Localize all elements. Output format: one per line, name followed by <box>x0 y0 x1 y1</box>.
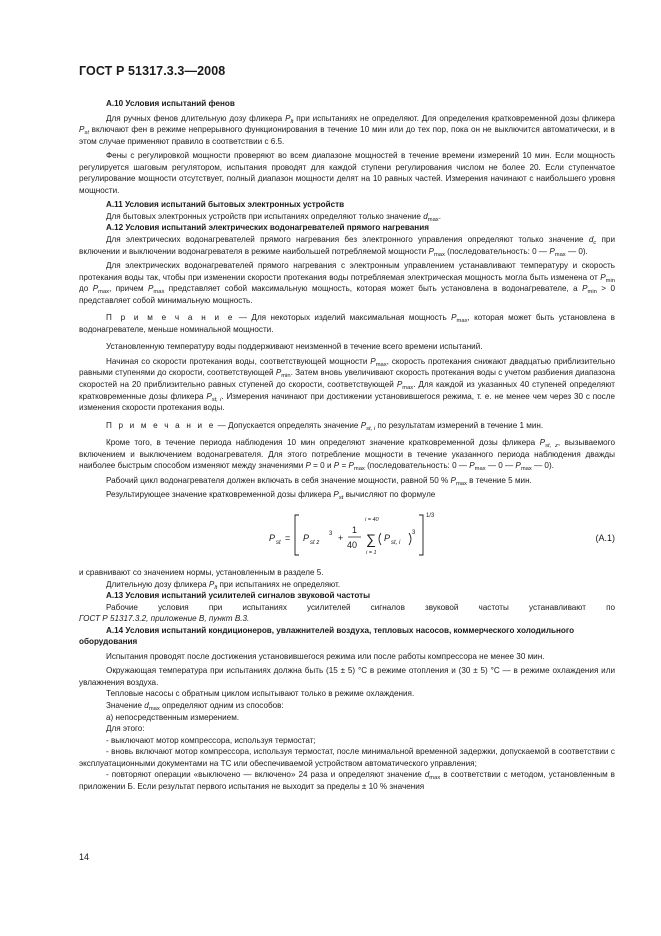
formula-term2-sup: 3 <box>412 529 416 536</box>
section-a14-paragraph-8: - вновь включают мотор компрессора, используя термостат, после минимальной временной задержки, допускаемой в соответствии с эксплуатационными документами на ТС или обеспечиваемой устройством автоматического управления; <box>79 747 615 768</box>
formula-sum-bottom: i = 1 <box>366 549 377 556</box>
section-a14-paragraph-6: Для этого: <box>106 724 145 734</box>
formula-number: (А.1) <box>595 532 615 543</box>
section-a12-paragraph-3: Установленную температуру воды поддерживают неизменной в течение всего времени испытаний. <box>106 342 483 352</box>
formula-left-bracket <box>295 515 299 555</box>
section-a12-note-2: П р и м е ч а н и е — Допускается определять значение $P_{st, i}$ по результатам измерений в течение 1 мин. <box>106 420 544 432</box>
section-a14-paragraph-4: Значение $d_{max}$ определяют одним из способов: <box>106 700 284 712</box>
section-a12-paragraph-6: Рабочий цикл водонагревателя должен включать в себя значение мощности, равной 50 % $P_{max}$ в течение 5 мин. <box>106 475 532 487</box>
formula-equals: = <box>285 532 291 543</box>
formula-outer-sup: 1/3 <box>426 512 435 519</box>
formula-frac-num: 1 <box>352 524 358 535</box>
section-a12-heading: А.12 Условия испытаний электрических водонагревателей прямого нагревания <box>106 223 429 233</box>
page-header-title: ГОСТ Р 51317.3.3—2008 <box>79 64 226 78</box>
section-a14-paragraph-7: - выключают мотор компрессора, используя термостат; <box>106 735 316 745</box>
formula-term2: P <box>384 532 391 543</box>
section-a13-heading: А.13 Условия испытаний усилителей сигналов звуковой частоты <box>106 591 371 601</box>
formula-term1-sub: st z <box>310 539 320 546</box>
section-a13-paragraph-1b: ГОСТ Р 51317.3.2, приложение В, пункт В.3. <box>79 614 250 624</box>
formula-right-bracket <box>419 515 423 555</box>
section-a14-paragraph-3: Тепловые насосы с обратным циклом испытывают только в режиме охлаждения. <box>106 689 415 699</box>
section-a12-paragraph-5: Кроме того, в течение периода наблюдения 10 мин определяют значение кратковременной дозы фликера $P_{st, z}$, вызываемого включением и выключением водонагревателя. Для этого потребление мощности в течение указанного периода наблюдения дважды наиболее быстрым способом изменяют между значениями P = 0 и $P = P_{max}$ (последовательность: 0 — $P_{max}$ — 0 — $P_{max}$ — 0). <box>79 438 615 473</box>
formula-a1-graphic <box>79 503 615 567</box>
formula-term2-sub: st, i <box>391 539 401 546</box>
formula-lhs: P <box>269 532 276 543</box>
page-number: 14 <box>79 852 90 862</box>
formula-term1: P <box>303 532 310 543</box>
formula-frac-den: 40 <box>347 539 358 550</box>
section-a10-paragraph-2: Фены с регулировкой мощности проверяют во всем диапазоне мощностей в течение времени измерений 10 мин. Если мощность регулируется шаговым регулятором, испытания проводят для каждой ступени регулирования числом не более 20. Если ступенчатое регулирование мощности отсутствует, полный диапазон мощности делят на 10 равных частей. Измерения начинают с наибольшего уровня мощности. <box>79 151 615 195</box>
section-a14-paragraph-9: - повторяют операции «выключено — включено» 24 раза и определяют значение $d_{max}$ в соответствии с методом, установленным в приложении Б. Если результат первого испытания не выходит за пределы ± 10 % значения <box>79 770 615 791</box>
section-a12-paragraph-7: Результирующее значение кратковременной дозы фликера $P_{st}$ вычисляют по формуле <box>106 490 436 502</box>
formula-lhs-sub: st <box>276 539 281 546</box>
section-a10-heading: А.10 Условия испытаний фенов <box>106 99 235 108</box>
section-a12-paragraph-2: Для электрических водонагревателей прямого нагревания с электронным управлением устанавливают температуру и скорость протекания воды так, чтобы при изменении скорости протекания воды потребляемая электрическая мощность могла быть изменена от $P_{min}$ до $P_{max}$, причем $P_{max}$ представляет собой максимальную мощность, которая может быть установлена в водонагревателе, а $P_{min} > 0$ представляет собой минимальную мощность. <box>79 261 615 305</box>
section-a12-paragraph-1: Для электрических водонагревателей прямого нагревания без электронного управления определяют только значение $d_c$ при включении и выключении водонагревателя в режиме наибольшей потребляемой мощности $P_{max}$ (последовательность: 0 — $P_{max}$ — 0). <box>79 235 615 258</box>
section-a14-paragraph-2: Окружающая температура при испытаниях должна быть (15 ± 5) °С в режиме отопления и (30 ± 5) °С — в режиме охлаждения или увлажнения воздуха. <box>79 666 615 687</box>
formula-sum-sign: ∑ <box>366 530 376 547</box>
formula-inner-paren-right <box>409 533 411 545</box>
section-a14-heading: А.14 Условия испытаний кондиционеров, увлажнителей воздуха, тепловых насосов, коммерческого холодильного оборудования <box>79 625 575 647</box>
section-a11-heading: А.11 Условия испытаний бытовых электронных устройств <box>106 200 345 210</box>
section-a12-paragraph-9: Длительную дозу фликера $P_{lt}$ при испытаниях не определяют. <box>106 579 341 591</box>
section-a14-paragraph-5: а) непосредственным измерением. <box>106 712 240 722</box>
formula-a1 <box>79 503 615 567</box>
section-a12-note-1: П р и м е ч а н и е — Для некоторых изделий максимальная мощность $P_{max}$, которая может быть установлена в водонагревателе, меньше номинальной мощности. <box>79 313 615 334</box>
section-a14-paragraph-1: Испытания проводят после достижения установившегося режима или после работы компрессора не менее 30 мин. <box>106 651 545 661</box>
formula-inner-paren-left <box>379 533 381 545</box>
section-a11-paragraph-1: Для бытовых электронных устройств при испытаниях определяют только значение $d_{max}$. <box>106 211 441 223</box>
section-a10-paragraph-1: Для ручных фенов длительную дозу фликера $P_{lt}$ при испытаниях не определяют. Для определения кратковременной дозы фликера $P_{st}$ включают фен в режиме непрерывного функционирования в течение 10 мин или до тех пор, пока он не выключится автоматически, и в этом случае применяют правило в соответствии с 6.5. <box>79 113 615 146</box>
formula-plus: + <box>338 532 344 543</box>
section-a12-paragraph-4: Начиная со скорости протекания воды, соответствующей мощности $P_{max}$, скорость протекания снижают двадцатью приблизительно равными ступенями до скорости, соответствующей $P_{min}$. Затем вновь увеличивают скорость протекания воды с учетом разбиения диапазона скоростей на 20 приблизительно равных ступеней до скорости, соответствующей $P_{max}$. Для каждой из указанных 40 ступеней определяют кратковременные дозы фликера $P_{st, i}$. Измерения начинают при достижении установившегося режима, т. е. не менее чем через 30 с после изменения скорости протекания воды. <box>79 356 616 413</box>
formula-term1-sup: 3 <box>329 530 333 537</box>
document-body <box>79 98 615 792</box>
formula-sum-top: i = 40 <box>365 516 379 523</box>
section-a12-paragraph-8: и сравнивают со значением нормы, установленным в разделе 5. <box>79 567 324 577</box>
section-a13-paragraph-1a: Рабочие условия при испытаниях усилителей сигналов звуковой частоты устанавливают по <box>106 602 615 612</box>
